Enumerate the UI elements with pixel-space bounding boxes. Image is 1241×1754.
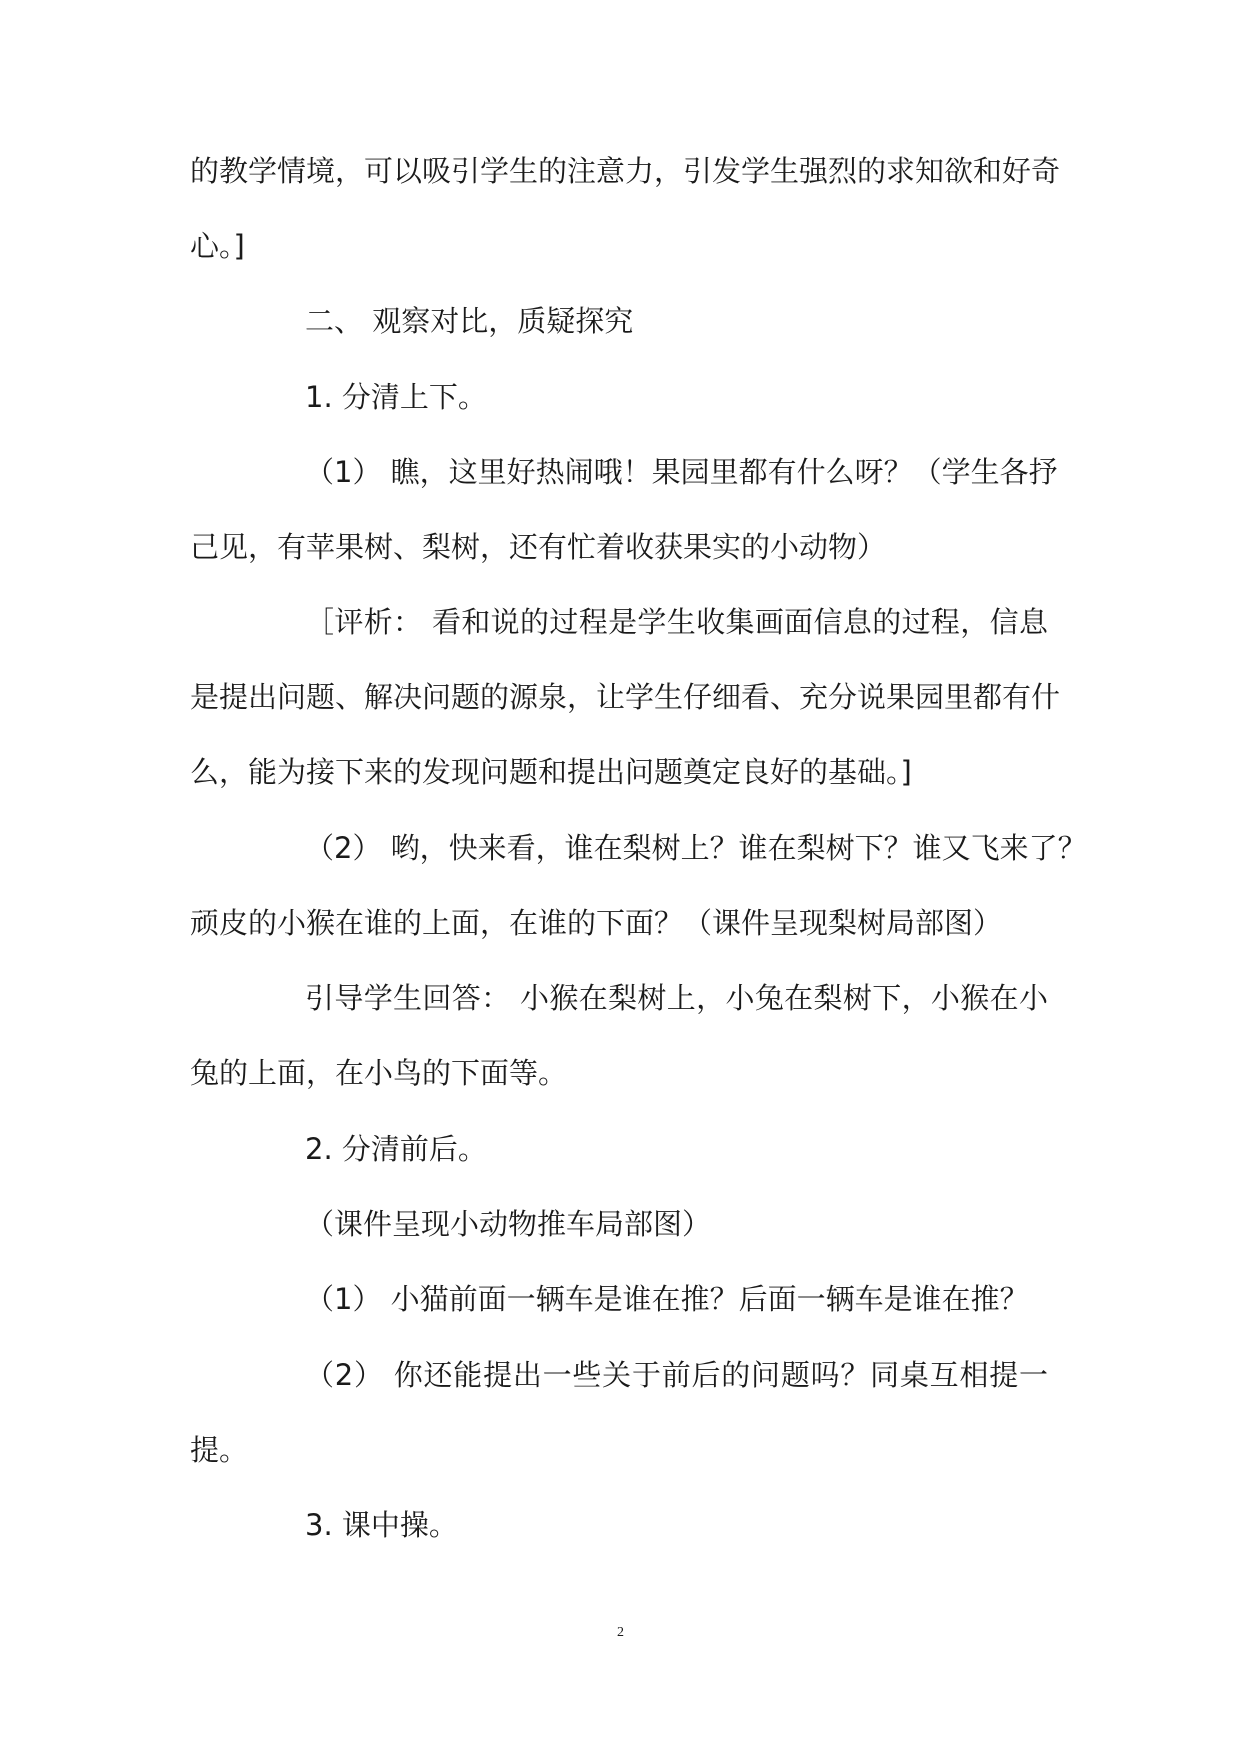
subsection-heading: 1. 分清上下。: [305, 380, 487, 414]
paragraph-line: 提。: [190, 1433, 249, 1467]
paragraph-line: （1） 瞧，这里好热闹哦！果园里都有什么呀？（学生各抒: [305, 455, 1058, 489]
paragraph-line: 己见，有苹果树、梨树，还有忙着收获果实的小动物）: [190, 530, 887, 564]
paragraph-line: 兔的上面，在小鸟的下面等。: [190, 1056, 568, 1090]
paragraph-line: 引导学生回答： 小猴在梨树上，小兔在梨树下，小猴在小: [305, 981, 1048, 1015]
page-number: 2: [617, 1625, 624, 1640]
paragraph-line: （课件呈现小动物推车局部图）: [305, 1207, 712, 1241]
paragraph-line: （2） 你还能提出一些关于前后的问题吗？同桌互相提一: [305, 1358, 1048, 1392]
commentary-line: ［评析： 看和说的过程是学生收集画面信息的过程，信息: [305, 605, 1048, 639]
section-heading: 二、 观察对比，质疑探究: [305, 304, 634, 338]
subsection-heading: 2. 分清前后。: [305, 1132, 487, 1166]
commentary-line: 是提出问题、解决问题的源泉，让学生仔细看、充分说果园里都有什: [190, 680, 1061, 714]
commentary-line: 么，能为接下来的发现问题和提出问题奠定良好的基础。]: [190, 755, 912, 789]
paragraph-line: 顽皮的小猴在谁的上面，在谁的下面？（课件呈现梨树局部图）: [190, 906, 1003, 940]
subsection-heading: 3. 课中操。: [305, 1508, 458, 1542]
paragraph-line: （1） 小猫前面一辆车是谁在推？后面一辆车是谁在推？: [305, 1282, 1029, 1316]
paragraph-line: 的教学情境，可以吸引学生的注意力，引发学生强烈的求知欲和好奇: [190, 154, 1061, 188]
paragraph-line: （2） 哟，快来看，谁在梨树上？谁在梨树下？谁又飞来了？: [305, 831, 1087, 865]
paragraph-line: 心。]: [190, 229, 245, 263]
